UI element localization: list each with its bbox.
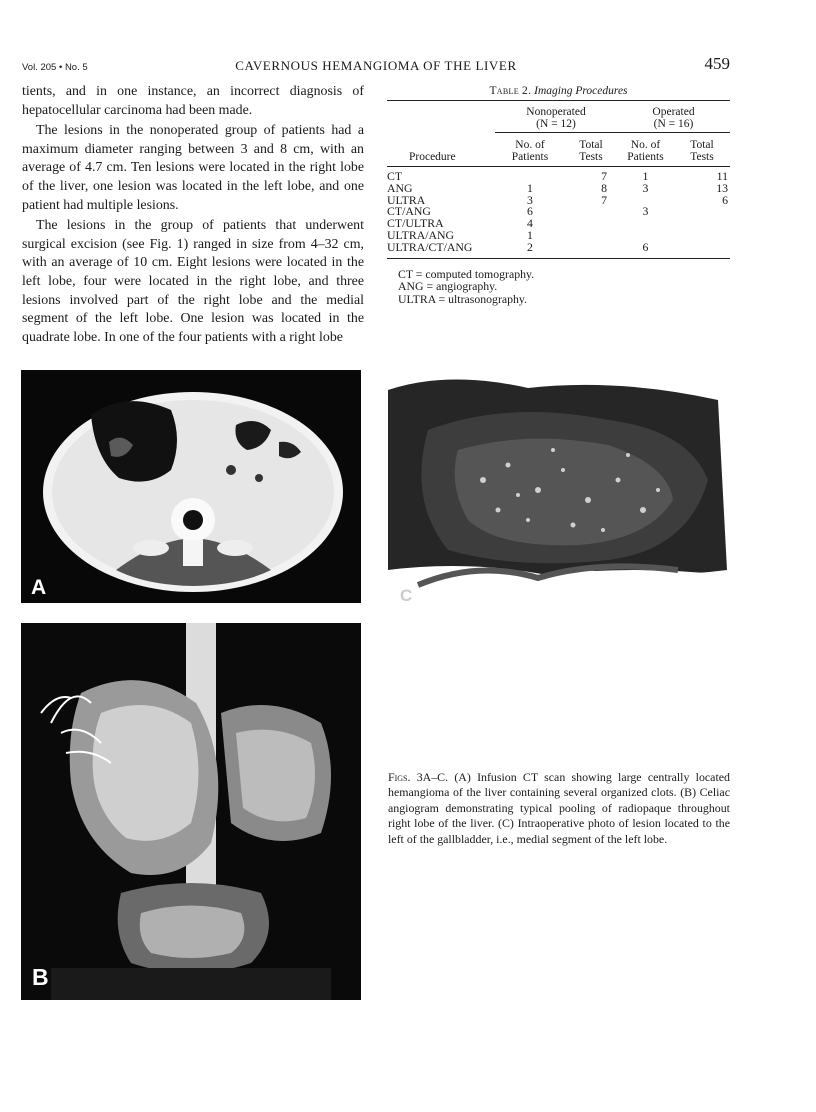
- figure-caption-text: (A) Infusion CT scan showing large centrally located hemangioma of the liver containing several organized clots. (B) Celiac angiogram demonstrating typical pooling of radiopaque throughout right lobe of the liver. (C) Intraoperative photo of lesion located to the left of the gallbladder, i.e., medial segment of the left lobe.: [388, 770, 730, 846]
- table-row: CT 7 1 11: [387, 167, 730, 183]
- column-header-patients: No. of Patients: [511, 139, 549, 163]
- figure-3c-intraoperative-photo: [388, 370, 727, 610]
- figure-3b-angiogram: [21, 623, 361, 1000]
- intraoperative-photo-image: [388, 370, 727, 610]
- figure-3a-ct-scan: [21, 370, 361, 603]
- table-row: ULTRA/ANG 1: [387, 227, 533, 242]
- figure-caption: [388, 770, 730, 847]
- table-row: ULTRA 3 7 6: [387, 192, 728, 207]
- table-name: Imaging Procedures: [534, 85, 628, 97]
- paragraph: tients, and in one instance, an incorrect diagnosis of hepatocellular carcinoma had been made.: [22, 84, 364, 118]
- figure-caption-label: Figs. 3A–C.: [388, 770, 449, 784]
- running-title: CAVERNOUS HEMANGIOMA OF THE LIVER: [235, 58, 517, 73]
- figure-label-b: B: [32, 964, 49, 990]
- body-text-column: [22, 83, 364, 347]
- group-header-nonoperated: Nonoperated (N = 12): [495, 101, 617, 133]
- table-2: [387, 85, 730, 305]
- column-header-tests: Total Tests: [579, 139, 603, 163]
- table-label: Table 2.: [489, 85, 532, 97]
- group-header-operated: Operated (N = 16): [617, 101, 730, 133]
- column-header-tests: Total Tests: [690, 139, 714, 163]
- table-row: CT/ANG 6 3: [387, 204, 649, 219]
- running-header: [22, 56, 730, 78]
- legend-item: ULTRA = ultrasonography.: [398, 291, 527, 306]
- imaging-procedures-table: [387, 100, 730, 259]
- table-legend: [387, 268, 730, 306]
- column-header-patients: No. of Patients: [627, 139, 664, 163]
- paragraph: The lesions in the group of patients that underwent surgical excision (see Fig. 1) ranged in size from 4–32 cm, with an average of 10 cm. Eight lesions were located in the left lobe, four were located in the right lobe, and three lesions involved part of the right lobe and the medial segment of the left lobe. One lesion was located in the quadrate lobe. In one of the four patients with a right lobe: [22, 218, 364, 345]
- legend-item: CT = computed tomography.: [398, 266, 535, 281]
- ct-scan-image: [21, 370, 361, 603]
- figure-label-c: C: [400, 586, 413, 605]
- volume-issue: Vol. 205 • No. 5: [22, 62, 88, 73]
- angiogram-image: [21, 623, 361, 1000]
- page-number: 459: [704, 54, 730, 73]
- paragraph: The lesions in the nonoperated group of patients had a maximum diameter ranging between 3 and 8 cm, with an average of 4.7 cm. Ten lesions were located in the right lobe of the liver, one lesion was located in the left lobe, and one patient had multiple lesions.: [22, 123, 364, 213]
- table-row: ANG 1 8 3 13: [387, 180, 728, 195]
- table-row: CT/ULTRA 4: [387, 216, 533, 231]
- column-header-procedure: Procedure: [409, 151, 456, 163]
- table-caption: [387, 85, 730, 97]
- figure-label-a: A: [31, 576, 47, 599]
- legend-item: ANG = angiography.: [398, 279, 498, 294]
- table-row: ULTRA/CT/ANG 2 6: [387, 239, 649, 254]
